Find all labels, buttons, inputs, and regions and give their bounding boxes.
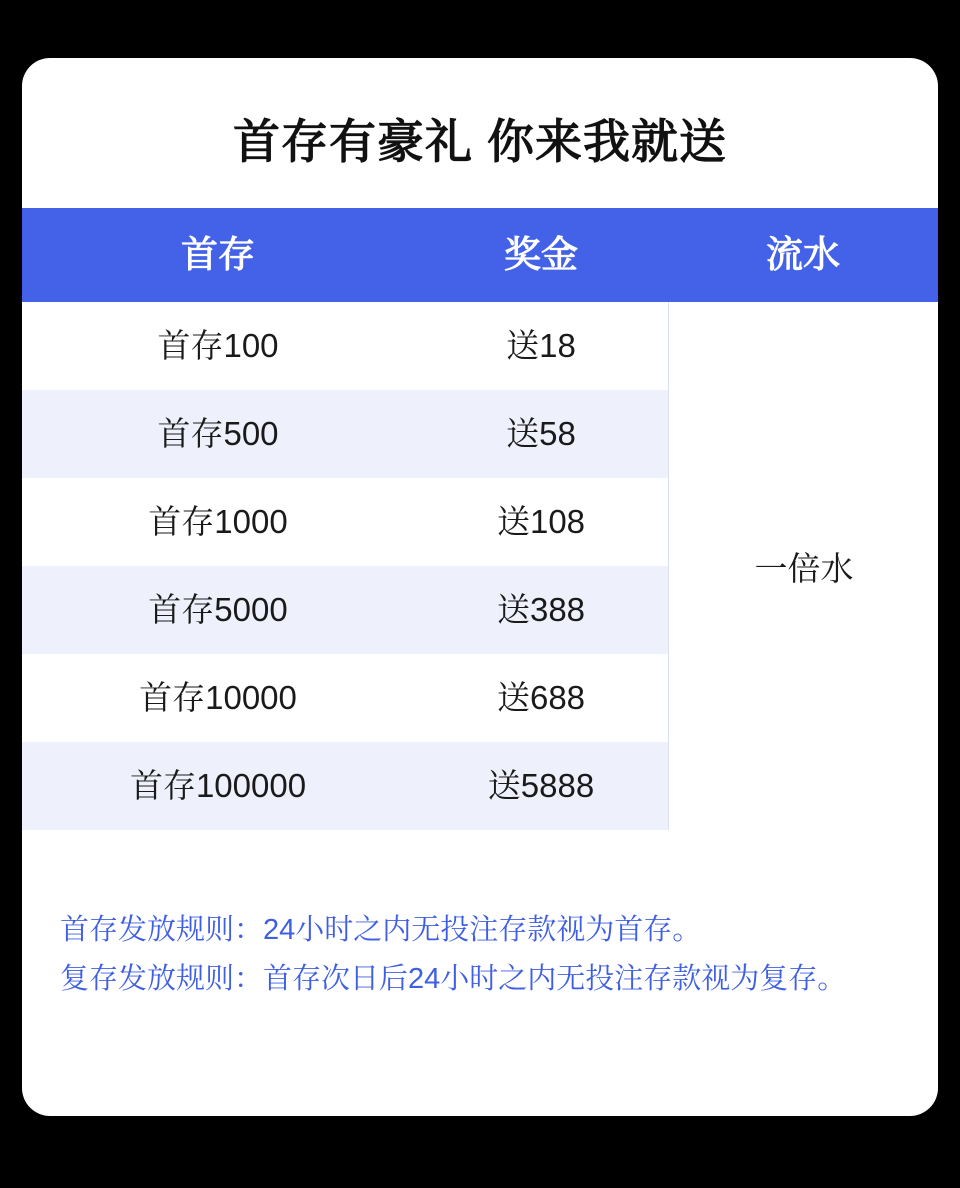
table-body	[22, 302, 938, 830]
table-left-columns	[22, 302, 668, 830]
table-row	[22, 742, 668, 830]
cell-wager: 一倍水	[754, 549, 854, 587]
cell-deposit: 首存100000	[129, 767, 307, 804]
cell-deposit: 首存100	[157, 327, 279, 364]
rule-first-deposit: 首存发放规则：24小时之内无投注存款视为首存。	[60, 914, 702, 946]
cell-deposit: 首存500	[157, 415, 279, 452]
page-title: 首存有豪礼 你来我就送	[232, 115, 728, 168]
bonus-table	[22, 208, 938, 830]
cell-bonus: 送58	[506, 415, 576, 452]
table-row	[22, 302, 668, 390]
cell-bonus: 送108	[496, 503, 586, 540]
rules-notes	[60, 908, 906, 1006]
table-row	[22, 566, 668, 654]
cell-deposit: 首存5000	[148, 591, 288, 628]
table-header-deposit: 首存	[181, 234, 255, 275]
table-wager-cell	[668, 302, 938, 830]
cell-deposit: 首存10000	[139, 679, 297, 716]
cell-bonus: 送388	[496, 591, 586, 628]
table-row	[22, 654, 668, 742]
table-header-wager: 流水	[766, 234, 840, 275]
rule-repeat-deposit: 复存发放规则：首存次日后24小时之内无投注存款视为复存。	[60, 962, 847, 995]
cell-bonus: 送688	[496, 679, 586, 716]
cell-deposit: 首存1000	[148, 503, 288, 540]
cell-bonus: 送5888	[487, 767, 595, 804]
cell-bonus: 送18	[506, 327, 576, 364]
promo-card	[22, 58, 938, 1116]
table-row	[22, 390, 668, 478]
table-header-bonus: 奖金	[504, 234, 578, 275]
table-header-row	[22, 208, 938, 302]
table-row	[22, 478, 668, 566]
